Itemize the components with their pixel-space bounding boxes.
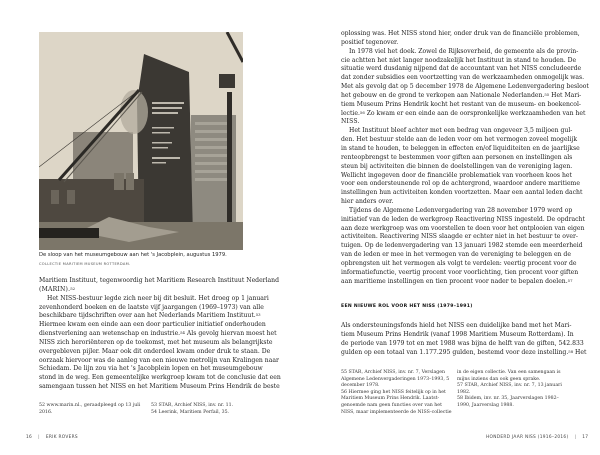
right-body-text	[341, 30, 589, 286]
folio-right	[486, 435, 588, 440]
footnote-ref[interactable]: 54	[180, 330, 185, 336]
footnote-line: december 1978.	[341, 383, 380, 389]
footnotes-right-col2	[457, 370, 562, 410]
section-heading: EEN NIEUWE ROL VOOR HET NISS (1979–1991)	[341, 304, 473, 309]
folio-left	[26, 435, 78, 440]
footnote-line: 1990, Jaarverslag 1988.	[457, 402, 514, 408]
footnote-ref[interactable]: 55	[544, 91, 550, 97]
body-line: oplossing was. Het NISS stond hier, onder druk van de financiële problemen,	[341, 30, 580, 37]
body-line: voor een ondersteunende rol op de achtergrond, waardoor andere maritieme	[341, 180, 580, 188]
body-line: opbrengsten uit het vermogen als volgt te verdelen: veertig procent voor de	[341, 259, 577, 267]
footnote-line: 2016.	[39, 409, 53, 415]
body-line: NISS.	[341, 118, 360, 126]
body-line: tiem Museum Prins Hendrik (vanaf 1998 Maritiem Museum Rotterdam). In	[341, 330, 574, 338]
page-number: 16	[26, 435, 33, 440]
footnote-line: 53 STAR, Archief NISS, inv. nr. 11.	[151, 403, 234, 408]
body-line: dienstverlening aan wetenschap en industrie.$^{54}$ Als gevolg hiervan moest het	[39, 330, 277, 338]
body-line: van de leden er mee in het vermogen van de vereniging te beleggen en de	[341, 251, 571, 259]
body-line: Het Instituut bleef achter met een bedrag van ongeveer 3,5 miljoen gul-	[349, 127, 573, 135]
body-line: informatiefunctie, veertig procent voor voorlichting, tien procent voor giften	[341, 268, 579, 276]
body-line: Als ondersteuningsfonds hield het NISS een duidelijke band met het Mari-	[341, 322, 572, 329]
body-line: (MARIN).$^{52}$	[39, 285, 76, 293]
body-line: in stand te houden, te beleggen in effecten en/of liquiditeiten en de jaarlijkse	[341, 144, 580, 152]
right-page	[300, 0, 600, 455]
body-line: renteopbrengst te bestemmen voor giften aan personen en instellingen als	[341, 153, 573, 161]
footnotes-left-col1	[39, 403, 140, 416]
body-line: gulden op een totaal van 1.177.295 gulden, bestemd voor deze instelling.$^{58}$ Het	[341, 348, 587, 356]
footnote-line: 58 Ibidem, inv. nr. 35, Jaarverslagen 1982–	[457, 396, 559, 402]
footnote-line: Maritiem Museum Prins Hendrik. Laatst-	[341, 396, 440, 402]
body-line: de periode van 1979 tot en met 1988 was bijna de helft van de giften, 542.833	[341, 339, 584, 347]
body-line: hier anders over.	[341, 198, 394, 206]
left-body-text	[39, 277, 281, 392]
footnote-line: 52 www.marin.nl., geraadpleegd op 13 juli	[39, 403, 141, 408]
body-line: beschikbare tijdschriften over aan het Nederlands Maritiem Instituut.$^{53}$	[39, 312, 261, 320]
body-line: positief tegenover.	[341, 38, 399, 46]
body-line: zevenhonderd boeken en de laatste vijf jaargangen (1969–1973) van alle	[39, 303, 264, 311]
body-line: stond in de weg. Een gemeentelijke werkgroep kwam tot de conclusie dat een	[39, 374, 281, 382]
body-line: initiatief van de leden de werkgroep Reactivering NISS ingesteld. De opdracht	[341, 215, 585, 223]
body-line: overgebleven pijler. Maar ook dit onderdeel kwam onder druk te staan. De	[39, 347, 271, 355]
body-line: Wellicht ingegeven door de financiële problematiek van voorheen koos het	[341, 171, 572, 179]
body-line: Het NISS-bestuur legde zich neer bij dit besluit. Het droeg op 1 januari	[47, 294, 269, 302]
body-line: situatie werd dusdanig nijpend dat de accountant van het NISS concludeerde	[341, 65, 582, 73]
body-line: Tijdens de Algemene Ledenvergadering van 28 november 1979 werd op	[349, 206, 573, 214]
footnote-ref[interactable]: 52	[70, 285, 76, 291]
body-line: In 1978 viel het doek. Zowel de Rijksoverheid, de gemeente als de provin-	[349, 47, 579, 55]
folio-divider: |	[38, 435, 40, 440]
body-line: samengaan tussen het NISS en het Maritiem Museum Prins Hendrik de beste	[39, 383, 280, 391]
footnotes-right-col1	[341, 370, 452, 416]
running-title: HONDERD JAAR NISS (1916–2016)	[486, 435, 569, 440]
photo-caption: De sloop van het museumgebouw aan het 's Jacobplein, augustus 1979.	[39, 252, 227, 258]
footnote-line: genoemde nam geen functies over van het	[341, 402, 442, 408]
footnote-ref[interactable]: 56	[359, 109, 365, 115]
body-line: oorzaak hiervoor was de aanleg van een nieuwe metrolijn van Kralingen naar	[39, 356, 279, 364]
page-number: 17	[582, 435, 589, 440]
body-line: den. Het bestuur stelde aan de leden voor om het vermogen zoveel mogelijk	[341, 136, 578, 144]
folio-divider: |	[574, 435, 577, 440]
body-line: Maritiem Instituut, tegenwoordig het Maritiem Research Instituut Nederland	[39, 277, 279, 284]
footnote-ref[interactable]: 58	[568, 348, 574, 354]
body-line: activiteiten. Reactivering NISS slaagde er echter niet in het bestuur te over-	[341, 233, 578, 241]
photo-illustration	[39, 32, 243, 250]
body-line: lectie.$^{56}$ Zo kwam er een einde aan de oorspronkelijke werkzaamheden van het	[341, 109, 586, 117]
demolition-photo	[39, 32, 243, 250]
author-name: ERIK ROVERS	[45, 435, 78, 440]
footnote-line: NISS, maar implementeerde de NISS-collectie	[341, 409, 452, 415]
body-line: tuigen. Op de ledenvergadering van 13 januari 1982 stemde een meerderheid	[341, 242, 583, 250]
photo-credit: COLLECTIE MARITIEM MUSEUM ROTTERDAM.	[39, 262, 131, 266]
body-line: Hiermee kwam een einde aan een door particulier initiatief onderhouden	[39, 321, 266, 329]
body-line: tiem Museum Prins Hendrik kocht het restant van de museum- en boekencol-	[341, 100, 581, 108]
body-line: NISS zich heroriënteren op de toekomst, met het museum als belangrijkste	[39, 338, 273, 346]
body-line: dat zonder subsidies een voortzetting van de werkzaamheden onmogelijk was.	[341, 74, 585, 82]
footnote-line: 55 STAR, Archief NISS, inv. nr. 7, Verslagen	[341, 370, 446, 375]
footnote-ref[interactable]: 53	[255, 312, 261, 318]
body-line: steun bij activiteiten die binnen de doelstellingen van de vereniging lagen.	[341, 162, 573, 170]
body-line: aan maritieme instellingen en tien procent voor nader te bepalen doelen.$^{57}$	[341, 277, 573, 285]
footnotes-left-col2	[151, 403, 233, 416]
footnote-line: 57 STAR, Archief NISS, inv. nr. 7, 13 januari	[457, 383, 562, 389]
footnote-line: 56 Hiermee ging het NISS feitelijk op in het	[341, 389, 446, 395]
footnote-ref[interactable]: 57	[567, 277, 573, 283]
body-line: cie achtten het niet langer noodzakelijk het Instituut in stand te houden. De	[341, 56, 577, 64]
right-body-text-2	[341, 322, 586, 357]
body-line: het gebouw en de grond te verkopen aan Nationale Nederlanden.$^{55}$ Het Mari-	[341, 91, 582, 99]
footnote-line: Algemene Ledenvergaderingen 1973–1993, 5	[341, 376, 450, 382]
body-line: aan deze werkgroep was om voorstellen te doen voor het ontplooien van eigen	[341, 224, 585, 232]
footnote-line: 1982.	[457, 389, 471, 395]
footnote-line: 54 Leerink, Maritiem Perfail, 35.	[151, 409, 230, 415]
footnote-line: in de eigen collectie. Van een samengaan is	[457, 370, 561, 375]
body-line: Met als gevolg dat op 5 december 1978 de Algemene Ledenvergadering besloot	[341, 83, 589, 91]
body-line: instellingen hun activiteiten konden voortzetten. Maar een aantal leden dacht	[341, 189, 583, 197]
footnote-line: mijns inziens dan ook geen sprake.	[457, 376, 541, 382]
body-line: Schiedam. De lijn zou via het 's Jacobplein lopen en het museumgebouw	[39, 365, 263, 373]
